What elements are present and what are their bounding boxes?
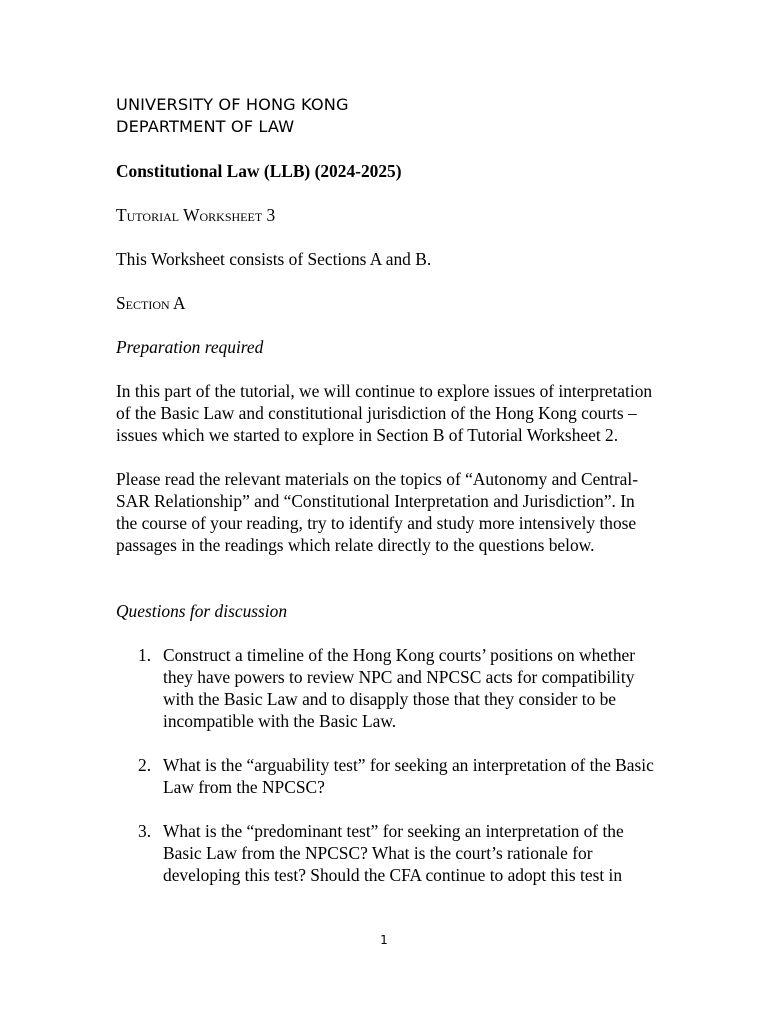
question-text: What is the “predominant test” for seeking an interpretation of the Basic Law from the NPCSC? What is the court’s rationale for developing this test? Should the CFA continue to adopt this test in: [163, 821, 624, 885]
question-item: [116, 644, 656, 732]
question-item: [116, 754, 656, 798]
question-text: Construct a timeline of the Hong Kong courts’ positions on whether they have powers to review NPC and NPCSC acts for compatibility with the Basic Law and to disapply those that they consider to be incompatible with the Basic Law.: [163, 645, 636, 731]
preparation-heading: Preparation required: [116, 337, 264, 357]
preparation-paragraph-1: In this part of the tutorial, we will continue to explore issues of interpretation of the Basic Law and constitutional jurisdiction of the Hong Kong courts – issues which we started to explore in Section B of Tutorial Worksheet 2.: [116, 381, 653, 445]
questions-list: [116, 644, 656, 886]
question-number: 2.: [138, 755, 152, 775]
preparation-paragraph-2: Please read the relevant materials on the topics of “Autonomy and Central-SAR Relationship” and “Constitutional Interpretation and Jurisdiction”. In the course of your reading, try to identify and study more intensively those passages in the readings which relate directly to the questions below.: [116, 469, 639, 555]
document-body: [116, 94, 656, 886]
page-number: 1: [380, 933, 388, 947]
question-number: 3.: [138, 821, 152, 841]
worksheet-title: Tutorial Worksheet 3: [116, 205, 276, 225]
intro-text: This Worksheet consists of Sections A and B.: [116, 249, 432, 269]
section-a-heading: Section A: [116, 293, 186, 313]
university-name: UNIVERSITY OF HONG KONG: [116, 95, 349, 114]
questions-heading: Questions for discussion: [116, 601, 288, 621]
question-text: What is the “arguability test” for seeking an interpretation of the Basic Law from the NPCSC?: [163, 755, 654, 797]
course-title: Constitutional Law (LLB) (2024-2025): [116, 161, 402, 181]
question-item: [116, 820, 656, 886]
department-name: DEPARTMENT OF LAW: [116, 117, 295, 136]
question-number: 1.: [138, 645, 152, 665]
